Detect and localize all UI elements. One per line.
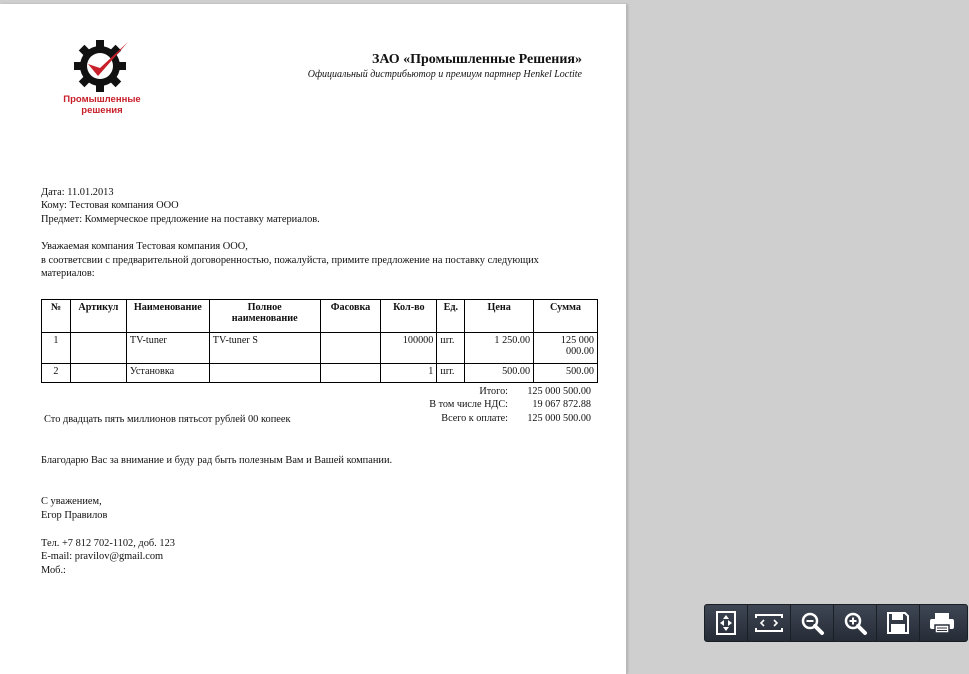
due-value: 125 000 500.00 [527, 413, 591, 424]
cell-article [70, 364, 126, 383]
letter-recipient: Кому: Тестовая компания ООО [41, 200, 179, 211]
cell-price: 1 250.00 [465, 333, 534, 364]
vat-value: 19 067 872.88 [532, 399, 591, 410]
contact-email: E-mail: pravilov@gmail.com [41, 551, 164, 562]
viewer-toolbar [704, 604, 968, 642]
letter-intro-line-1: в соответсвии с предварительной договоренностью, пожалуйста, примите предложение на поставку следующих [41, 255, 539, 266]
due-label: Всего к оплате: [441, 413, 508, 424]
zoom-in-button[interactable] [834, 605, 877, 641]
print-button[interactable] [920, 605, 963, 641]
company-subtitle: Официальный дистрибьютор и премиум партнер Henkel Loctite [307, 69, 582, 80]
zoom-in-icon [842, 610, 868, 636]
cell-sum: 500.00 [534, 364, 598, 383]
column-header: Сумма [534, 300, 598, 333]
fit-width-button[interactable] [748, 605, 791, 641]
table-row [42, 333, 598, 364]
vat-label: В том числе НДС: [429, 399, 508, 410]
cell-name: TV-tuner [126, 333, 209, 364]
cell-packing [320, 364, 381, 383]
table-header-row [42, 300, 598, 333]
company-header [308, 52, 582, 80]
column-header: Фасовка [320, 300, 381, 333]
column-header: Наименование [126, 300, 209, 333]
cell-unit: шт. [437, 333, 465, 364]
print-icon [928, 611, 956, 635]
letter-thanks: Благодарю Вас за внимание и буду рад быть полезным Вам и Вашей компании. [41, 455, 393, 466]
cell-article [70, 333, 126, 364]
zoom-out-button[interactable] [791, 605, 834, 641]
letter-subject: Предмет: Коммерческое предложение на поставку материалов. [41, 214, 320, 225]
save-button[interactable] [877, 605, 920, 641]
amount-in-words: Сто двадцать пять миллионов пятьсот рублей 00 копеек [44, 414, 291, 425]
total-label: Итого: [479, 386, 508, 397]
cell-num: 2 [42, 364, 71, 383]
cell-unit: шт. [437, 364, 465, 383]
column-header: Ед. [437, 300, 465, 333]
letter-date: Дата: 11.01.2013 [41, 187, 114, 198]
cell-full-name: TV-tuner S [209, 333, 320, 364]
save-icon [886, 611, 910, 635]
cell-sum: 125 000 000.00 [534, 333, 598, 364]
company-name: ЗАО «Промышленные Решения» [371, 52, 582, 67]
cell-name: Установка [126, 364, 209, 383]
fit-page-icon [713, 610, 739, 636]
letter-regards: С уважением, [41, 496, 102, 507]
contact-phone: Тел. +7 812 702-1102, доб. 123 [41, 538, 175, 549]
gear-check-logo-icon [74, 38, 130, 92]
cell-num: 1 [42, 333, 71, 364]
total-value: 125 000 500.00 [527, 386, 591, 397]
column-header: Кол-во [381, 300, 437, 333]
logo-text: Промышленные решения [63, 94, 141, 116]
contact-mobile: Моб.: [41, 565, 66, 576]
column-header: Цена [465, 300, 534, 333]
zoom-out-icon [799, 610, 825, 636]
letter-intro-line-2: материалов: [41, 268, 95, 279]
cell-qty: 1 [381, 364, 437, 383]
items-table [41, 299, 598, 383]
table-row [42, 364, 598, 383]
cell-packing [320, 333, 381, 364]
column-header: № [42, 300, 71, 333]
company-logo [52, 38, 152, 118]
column-header: Артикул [70, 300, 126, 333]
fit-width-icon [753, 612, 785, 634]
column-header: Полное наименование [209, 300, 320, 333]
letter-greeting: Уважаемая компания Тестовая компания ООО, [41, 241, 248, 252]
cell-qty: 100000 [381, 333, 437, 364]
letter-signer: Егор Правилов [41, 510, 108, 521]
document-page [0, 4, 626, 674]
fit-page-button[interactable] [705, 605, 748, 641]
cell-full-name [209, 364, 320, 383]
cell-price: 500.00 [465, 364, 534, 383]
